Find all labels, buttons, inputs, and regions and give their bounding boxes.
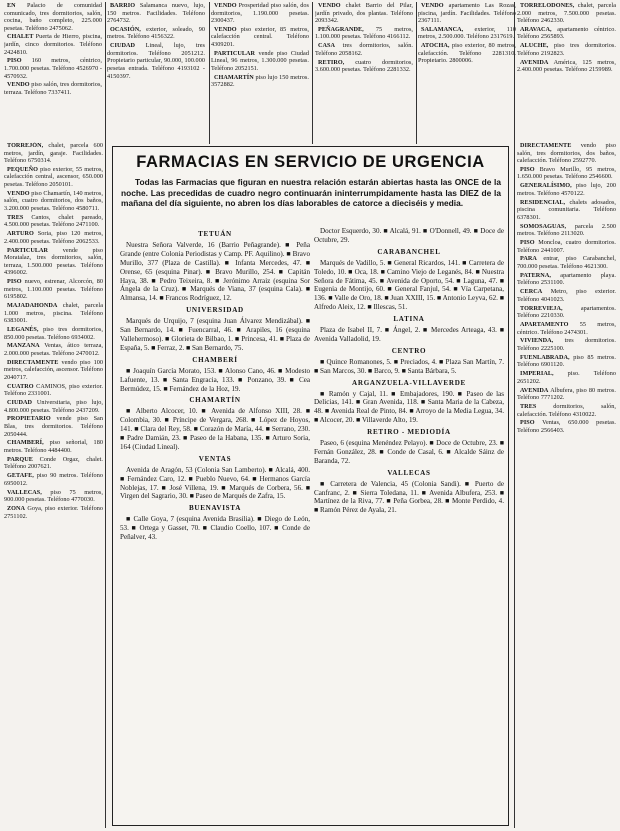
pharmacy-entry: ■ Carretera de Valencia, 45 (Colonia Sandi). ■ Puerto de Canfranc, 2. ■ Sierra Toledana, 11. ■ Avenida Albufera, 253. ■ Martínez de la Riva, 77. ■ Peña Gorbea, 28. ■ Monte Perdido, 4. ■ Ramón Pérez de Ayala, 21. <box>314 479 504 515</box>
classified-ad: BARRIO Salamanca nuevo, lujo, 150 metros. Facilidades. Teléfono 2764732. <box>107 2 205 25</box>
district-heading: CHAMBERÍ <box>192 355 238 364</box>
classified-ad: PISO Bravo Murillo, 95 metros, 1.650.000 pesetas. Teléfono 2546600. <box>517 165 616 181</box>
classified-ad: RETIRO, cuatro dormitorios, 3.600.000 pesetas. Teléfono 2281332. <box>315 58 413 74</box>
classified-right-column <box>517 142 616 828</box>
column-rule <box>105 2 106 828</box>
pharmacy-entry: ■ Calle Goya, 7 (esquina Avenida Brasilia). ■ Diego de León, 53. ■ Ortega y Gasset, 70. ■ Claudio Coello, 107. ■ Conde de Peñalver, 43. <box>120 515 310 542</box>
classified-ad: TORRELODONES, chalet, parcela 2.000 metros, 7.500.000 pesetas. Teléfono 2462330. <box>517 2 616 25</box>
classified-left-column <box>4 142 103 828</box>
district-heading: CARABANCHEL <box>377 247 441 256</box>
pharmacy-right-column <box>314 227 504 820</box>
district-heading: CHAMARTÍN <box>189 396 241 405</box>
classified-ad: VENDO Prosperidad piso salón, dos dormitorios, 1.190.000 pesetas. 2300437. <box>211 2 309 25</box>
classified-ad: CHAMARTÍN piso lujo 150 metros. 3572882. <box>211 73 309 89</box>
classified-ad: PISO 160 metros, céntrico, 1.700.000 pesetas. Teléfono 4526970 - 4570932. <box>4 57 102 80</box>
classified-ad: PROPIETARIO vende piso San Blas, tres dormitorios. Teléfono 2050444. <box>4 415 103 438</box>
classified-ad: TRES dormitorios, salón, calefacción. Teléfono 4310022. <box>517 402 616 418</box>
pharmacy-entry: Nuestra Señora Valverde, 16 (Barrio Peñagrande). ■ Peña Grande (entre Colonia Periodistas y Camp. PF. Aquilino). ■ Bravo Murillo, 377 (Plaza de Castilla). ■ Infanta Mercedes, 47. ■ Orense, 65 (esquina Pinar). ■ Bravo Murillo, 254. ■ Capitán Haya, 38. ■ Pedro Teixeira, 8. ■ Jerónimo Arraiz (esquina Sor Ángela de la Cruz). ■ Marqués de Viana, 37 (esquina Cala). ■ Almansa, 14. ■ Francos Rodríguez, 12. <box>120 240 310 303</box>
classified-ad: CHAMBERÍ, piso señorial, 180 metros. Teléfono 4484400. <box>4 439 103 454</box>
classified-ad: VENDO piso salón, tres dormitorios, terraza. Teléfono 7337411. <box>4 81 102 96</box>
classified-ad: LEGANÉS, piso tres dormitorios, 850.000 pesetas. Teléfono 6934002. <box>4 325 103 341</box>
pharmacy-entry: Avenida de Aragón, 53 (Colonia San Lamberto). ■ Alcalá, 400. ■ Fernández Caro, 12. ■ Pueblo Nuevo, 64. ■ Hermanos García Noblejas, 17. ■ José Villena, 19. ■ Marqués de Corbera, 56. ■ Virgen del Sagrario, 30. ■ Paseo de Marqués de Zafra, 15. <box>120 465 310 501</box>
classified-ad: TORREVIEJA, apartamentos. Teléfono 2210330. <box>517 304 616 320</box>
classified-ad: PISO nuevo, estrenar, Alcorcón, 80 metros, 1.100.000 pesetas. Teléfono 6195802. <box>4 278 103 301</box>
classified-top-col-2 <box>107 2 205 142</box>
district-heading: VENTAS <box>198 454 232 463</box>
district-heading: LATINA <box>393 315 425 324</box>
column-rule <box>312 2 313 144</box>
district-heading: ARGANZUELA-VILLAVERDE <box>352 378 466 387</box>
classified-ad: VENDO piso exterior, 85 metros, calefacción central. Teléfono 4309201. <box>211 25 309 49</box>
classified-ad: SALAMANCA, exterior, 110 metros, 2.500.000. Teléfono 2317619. <box>418 25 516 41</box>
district-heading: TETUÁN <box>198 230 232 238</box>
classified-right-column-top <box>517 2 616 142</box>
pharmacy-entry: Doctor Esquerdo, 30. ■ Alcalá, 91. ■ O'Donnell, 49. ■ Doce de Octubre, 29. <box>314 227 504 244</box>
classified-ad: ATOCHA, piso exterior, 80 metros, calefacción. Teléfono 2281310. Propietario. 2800006. <box>418 42 516 65</box>
classified-ad: CIUDAD Universitaria, piso lujo, 4.800.000 pesetas. Teléfono 2437209. <box>4 399 103 414</box>
pharmacy-intro: Todas las Farmacias que figuran en nuestra relación estarán abiertas hasta las ONCE de la noche. Las precedidas de cuadro negro continuarán ininterrumpidamente hasta las DIEZ de la mañana del día siguiente, no abren los días laborables de catorce a dieciséis y media. <box>121 177 501 209</box>
classified-ad: PARTICULAR vende piso Moratalaz, tres dormitorios, salón, terraza, 1.500.000 pesetas. Teléfono 4396002. <box>4 246 103 277</box>
classified-ad: CIUDAD Lineal, lujo, tres dormitorios. Teléfono 2051212. Propietario particular, 90.000, 100.000 pesetas entrada. Teléfono 4193102 - 4150397. <box>107 42 205 80</box>
pharmacy-title: FARMACIAS EN SERVICIO DE URGENCIA <box>136 153 485 171</box>
pharmacy-entry: ■ Quince Romanones, 5. ■ Preciados, 4. ■ Plaza San Martín, 7. ■ San Marcos, 30. ■ Barco, 9. ■ Santa Bárbara, 5. <box>314 357 504 375</box>
classified-ad: PISO Ventas, 650.000 pesetas. Teléfono 2566403. <box>517 419 616 434</box>
classified-ad: MAJADAHONDA chalet, parcela 1.000 metros, piscina. Teléfono 6383001. <box>4 302 103 325</box>
pharmacy-box <box>112 146 509 826</box>
classified-ad: PARQUE Conde Orgaz, chalet. Teléfono 2007621. <box>4 455 103 471</box>
classified-ad: ZONA Goya, piso exterior. Teléfono 2751102. <box>4 504 103 520</box>
classified-ad: MANZANA Ventas, ático terraza, 2.000.000 pesetas. Teléfono 2470012. <box>4 342 103 357</box>
pharmacy-entry: Marqués de Urquijo, 7 (esquina Juan Álvarez Mendizábal). ■ San Bernardo, 14. ■ Fuencarral, 46. ■ Arapiles, 16 (esquina Vallehermoso). ■ Glorieta de Bilbao, 1. ■ Princesa, 41. ■ Plaza de España, 5. ■ Ferraz, 2. ■ San Bernardo, 75. <box>120 317 310 352</box>
pharmacy-entry: Plaza de Isabel II, 7. ■ Ángel, 2. ■ Mercedes Arteaga, 43. ■ Avenida Valladolid, 19. <box>314 326 504 343</box>
district-heading: BUENAVISTA <box>188 504 242 513</box>
classified-ad: GETAFE, piso 90 metros. Teléfono 6950012. <box>4 472 103 487</box>
column-rule <box>514 2 515 828</box>
classified-ad: ALUCHE, piso tres dormitorios. Teléfono 2192823. <box>517 42 616 57</box>
classified-ad: AVENIDA América, 125 metros, 2.400.000 pesetas. Teléfono 2159989. <box>517 58 616 74</box>
district-heading: UNIVERSIDAD <box>186 306 244 315</box>
classified-ad: PARTICULAR vende piso Ciudad Lineal, 96 metros, 1.300.000 pesetas. Teléfono 2052151. <box>211 49 309 72</box>
classified-ad: VENDO chalet Barrio del Pilar, jardín privado, dos plantas. Teléfono 2093342. <box>315 2 413 25</box>
classified-ad: TRES Cantos, chalet pareado, 4.500.000 pesetas. Teléfono 2471100. <box>4 213 103 229</box>
classified-ad: SOMOSAGUAS, parcela 2.500 metros. Teléfono 2113020. <box>517 222 616 238</box>
classified-ad: VIVIENDA, tres dormitorios. Teléfono 2225100. <box>517 337 616 352</box>
classified-ad: PEÑAGRANDE, 75 metros, 1.100.000 pesetas. Teléfono 4166112. <box>315 25 413 41</box>
classified-top-col-5 <box>418 2 516 142</box>
classified-ad: PARA entrar, piso Carabanchel, 700.000 pesetas. Teléfono 4621300. <box>517 255 616 270</box>
classified-ad: PISO Moncloa, cuatro dormitorios. Teléfono 2441007. <box>517 239 616 254</box>
classified-ad: VALLECAS, piso 75 metros, 900.000 pesetas. Teléfono 4770030. <box>4 488 103 504</box>
classified-ad: ARAVACA, apartamento céntrico. Teléfono 2565893. <box>517 25 616 41</box>
classified-ad: PEQUEÑO piso exterior, 55 metros, calefacción central, ascensor, 650.000 pesetas. Teléfono 2050101. <box>4 165 103 189</box>
classified-ad: APARTAMENTO 55 metros, céntrico. Teléfono 2474301. <box>517 321 616 336</box>
classified-ad: AVENIDA Albufera, piso 80 metros. Teléfono 7771202. <box>517 386 616 402</box>
classified-ad: ARTURO Soria, piso 120 metros, 2.400.000 pesetas. Teléfono 2062533. <box>4 230 103 245</box>
classified-ad: CUATRO CAMINOS, piso exterior. Teléfono 2331001. <box>4 382 103 398</box>
district-heading: VALLECAS <box>387 468 431 477</box>
classified-ad: EN Palacio de comunidad comunicado, tres dormitorios, salón, cocina, baño completo, 225.000 pesetas. Teléfono 2475062. <box>4 2 102 32</box>
classified-ad: OCASIÓN, exterior, soleado, 90 metros. Teléfono 4156322. <box>107 25 205 41</box>
classified-ad: TORREJÓN, chalet, parcela 600 metros, jardín, garaje. Facilidades. Teléfono 6750314. <box>4 142 103 165</box>
classified-ad: PATERNA, apartamento playa. Teléfono 2531100. <box>517 271 616 287</box>
classified-ad: RESIDENCIAL, chalets adosados, piscina comunitaria. Teléfono 6378301. <box>517 198 616 221</box>
classified-top-col-1 <box>4 2 102 142</box>
pharmacy-entry: Marqués de Vadillo, 5. ■ General Ricardos, 141. ■ Carretera de Toledo, 10. ■ Oca, 18. ■ Camino Viejo de Leganés, 84. ■ Nuestra Señora de Fátima, 45. ■ Avenida de Oporto, 54. ■ Laguna, 47. ■ Eugenia de Montijo, 60. ■ General Fanjul, 54. ■ Vía Carpetana, 136. ■ Valle de Oro, 18. ■ Juan XXIII, 15. ■ Antonio Leyva, 62. ■ Alfredo Aleix, 12. ■ Illescas, 51. <box>314 258 504 312</box>
classified-ad: IMPERIAL, piso. Teléfono 2651202. <box>517 370 616 385</box>
pharmacy-entry: ■ Joaquín García Morato, 153. ■ Alonso Cano, 46. ■ Modesto Lafuente, 13. ■ Santa Engracia, 133. ■ Ponzano, 39. ■ Cea Bermúdez, 15. ■ Fernández de la Hoz, 19. <box>120 366 310 393</box>
pharmacy-entry: ■ Ramón y Cajal, 11. ■ Embajadores, 190. ■ Paseo de las Delicias, 141. ■ Gran Avenida, 118. ■ Santa Maria de la Cabeza, 48. ■ Avenida Real de Pinto, 84. ■ Arroyo de la Media Legua, 34. ■ Alcocer, 20. ■ Villaverde Alto, 19. <box>314 389 504 425</box>
classified-ad: CERCA Metro, piso exterior. Teléfono 4041023. <box>517 288 616 303</box>
column-rule <box>416 2 417 144</box>
classified-ad: FUENLABRADA, piso 85 metros. Teléfono 6901120. <box>517 353 616 369</box>
district-heading: RETIRO - MEDIODÍA <box>367 428 451 437</box>
classified-ad: CASA tres dormitorios, salón. Teléfono 2058162. <box>315 42 413 57</box>
pharmacy-entry: Paseo, 6 (esquina Menéndez Pelayo). ■ Doce de Octubre, 23. ■ Fernán González, 28. ■ Conde de Casal, 6. ■ Alcalde Sáinz de Baranda, 72. <box>314 439 504 465</box>
classified-ad: CHALET Puerta de Hierro, piscina, jardín, cinco dormitorios. Teléfono 2424810. <box>4 33 102 56</box>
classified-top-col-4 <box>315 2 413 142</box>
district-heading: CENTRO <box>391 346 427 355</box>
classified-ad: DIRECTAMENTE vendo piso salón, tres dormitorios, dos baños, calefacción. Teléfono 2592770. <box>517 142 616 165</box>
classified-ad: DIRECTAMENTE vendo piso 100 metros, calefacción, ascensor. Teléfono 2040717. <box>4 358 103 381</box>
pharmacy-entry: ■ Alberto Alcocer, 10. ■ Avenida de Alfonso XIII, 28. ■ Colombia, 30. ■ Príncipe de Vergara, 268. ■ López de Hoyos, 141. ■ Clara del Rey, 58. ■ Corazón de María, 44. ■ Serrano, 230. ■ Padre Damián, 23. ■ Paseo de la Habana, 135. ■ Arturo Soria, 164 (Ciudad Lineal). <box>120 407 310 451</box>
pharmacy-left-column <box>120 227 310 820</box>
classified-ad: VENDO apartamento Las Rozas, piscina, jardín. Facilidades. Teléfono 2367111. <box>418 2 516 25</box>
column-rule <box>209 2 210 144</box>
classified-top-col-3 <box>211 2 309 142</box>
classified-ad: VENDO piso Chamartín, 140 metros, salón, cuatro dormitorios, dos baños, 3.200.000 pesetas. Teléfono 4580711. <box>4 189 103 212</box>
classified-ad: GENERALÍSIMO, piso lujo, 200 metros. Teléfono 4570122. <box>517 182 616 197</box>
